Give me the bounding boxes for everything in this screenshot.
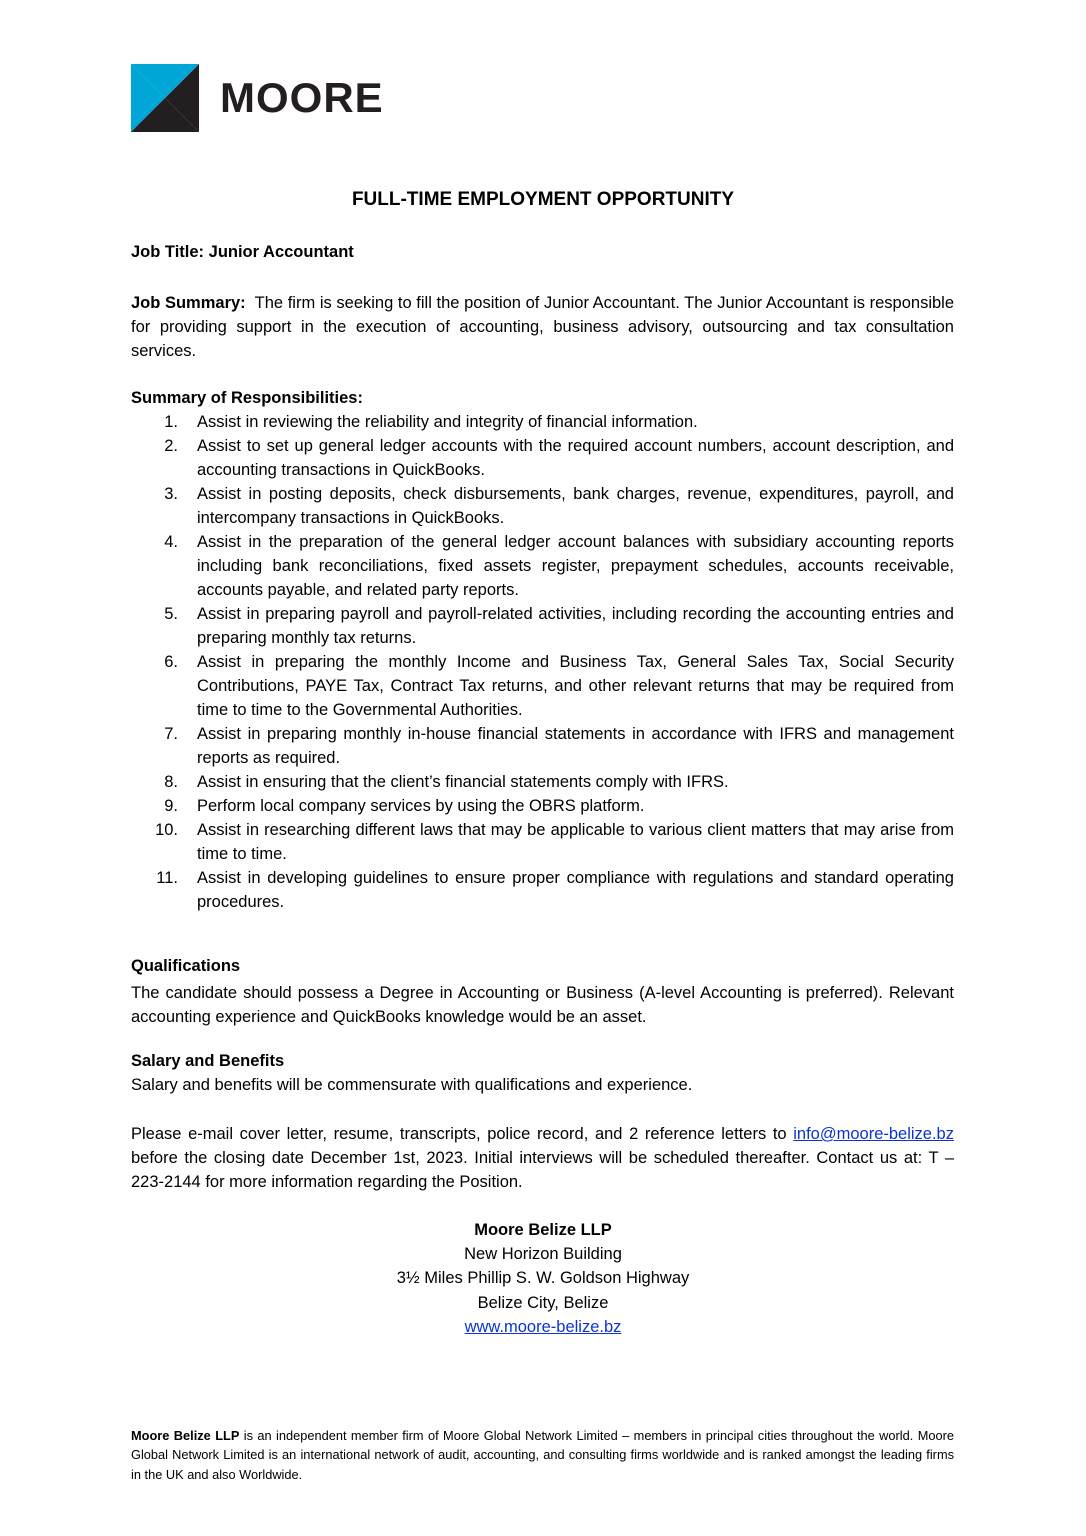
responsibilities-section (131, 386, 954, 914)
list-item (131, 722, 954, 770)
list-text: Perform local company services by using the OBRS platform. (197, 797, 645, 815)
list-number: 1. (164, 413, 178, 431)
list-text: Assist to set up general ledger accounts with the required account numbers, account description, and accounting transactions in QuickBooks. (197, 437, 954, 479)
company-name: Moore Belize LLP (474, 1221, 612, 1239)
list-number: 4. (164, 533, 178, 551)
moore-logo (131, 64, 384, 132)
list-item (131, 410, 954, 434)
email-link[interactable]: info@moore-belize.bz (793, 1125, 954, 1143)
website-link[interactable]: www.moore-belize.bz (464, 1317, 622, 1336)
application-instructions (131, 1122, 954, 1194)
list-item (131, 818, 954, 866)
footer-disclaimer (131, 1426, 954, 1484)
address-street: 3½ Miles Phillip S. W. Goldson Highway (396, 1269, 690, 1288)
job-title-value: Junior Accountant (208, 243, 354, 261)
list-item (131, 794, 954, 818)
apply-text-after: before the closing date December 1st, 2023. Initial interviews will be scheduled thereafter. Contact us at: T – 223-2144 for more information regarding the Position. (131, 1149, 954, 1191)
list-item (131, 482, 954, 530)
company-address (0, 1218, 1086, 1339)
list-item (131, 650, 954, 722)
list-number: 9. (164, 797, 178, 815)
job-title (131, 240, 954, 264)
job-summary-label: Job Summary: (131, 294, 246, 312)
list-text: Assist in reviewing the reliability and integrity of financial information. (197, 413, 698, 431)
list-number: 3. (164, 485, 178, 503)
list-text: Assist in preparing payroll and payroll-related activities, including recording the accounting entries and preparing monthly tax returns. (197, 605, 954, 647)
moore-logo-mark (131, 64, 199, 132)
footer-text: is an independent member firm of Moore Global Network Limited – members in principal cities throughout the world. Moore Global Network Limited is an international network of audit, accounting, and consulting firms worldwide and is ranked amongst the leading firms in the UK and also Worldwide. (131, 1428, 954, 1482)
address-city: Belize City, Belize (477, 1293, 609, 1312)
list-text: Assist in preparing the monthly Income and Business Tax, General Sales Tax, Social Security Contributions, PAYE Tax, Contract Tax returns, and other relevant returns that may be required from time to time to the Governmental Authorities. (197, 653, 954, 719)
list-number: 7. (164, 725, 178, 743)
job-title-label: Job Title: (131, 243, 205, 261)
footer-company: Moore Belize LLP (131, 1428, 240, 1443)
list-item (131, 866, 954, 914)
list-text: Assist in preparing monthly in-house financial statements in accordance with IFRS and management reports as required. (197, 725, 954, 767)
list-number: 2. (164, 437, 178, 455)
list-text: Assist in researching different laws that may be applicable to various client matters that may arise from time to time. (197, 821, 954, 863)
job-summary-text: The firm is seeking to fill the position of Junior Accountant. The Junior Accountant is responsible for providing support in the execution of accounting, business advisory, outsourcing and tax consultation services. (131, 294, 954, 360)
list-number: 6. (164, 653, 178, 671)
list-text: Assist in posting deposits, check disbursements, bank charges, revenue, expenditures, payroll, and intercompany transactions in QuickBooks. (197, 485, 954, 527)
page-title: FULL-TIME EMPLOYMENT OPPORTUNITY (351, 189, 735, 210)
list-text: Assist in the preparation of the general ledger account balances with subsidiary accounting reports including bank reconciliations, fixed assets register, prepayment schedules, accounts receivable, accounts payable, and related party reports. (197, 533, 954, 599)
job-summary (131, 291, 954, 363)
list-number: 10. (155, 821, 178, 839)
apply-text-before: Please e-mail cover letter, resume, transcripts, police record, and 2 reference letters to (131, 1125, 794, 1143)
list-number: 8. (164, 773, 178, 791)
responsibilities-heading: Summary of Responsibilities: (131, 389, 363, 407)
salary-heading: Salary and Benefits (131, 1052, 285, 1070)
list-item (131, 602, 954, 650)
list-text: Assist in ensuring that the client’s financial statements comply with IFRS. (197, 773, 729, 791)
logo-wordmark: MOORE (220, 74, 384, 121)
list-number: 5. (164, 605, 178, 623)
list-text: Assist in developing guidelines to ensure proper compliance with regulations and standard operating procedures. (197, 869, 954, 911)
address-building: New Horizon Building (464, 1245, 622, 1264)
qualifications-section (131, 954, 954, 1029)
list-number: 11. (156, 869, 178, 887)
list-item (131, 770, 954, 794)
salary-text: Salary and benefits will be commensurate with qualifications and experience. (131, 1076, 693, 1094)
list-item (131, 434, 954, 482)
qualifications-heading: Qualifications (131, 957, 241, 975)
responsibilities-list (131, 410, 954, 914)
salary-section (131, 1049, 954, 1097)
qualifications-text: The candidate should possess a Degree in Accounting or Business (A-level Accounting is preferred). Relevant accounting experience and QuickBooks knowledge would be an asset. (131, 984, 954, 1026)
list-item (131, 530, 954, 602)
